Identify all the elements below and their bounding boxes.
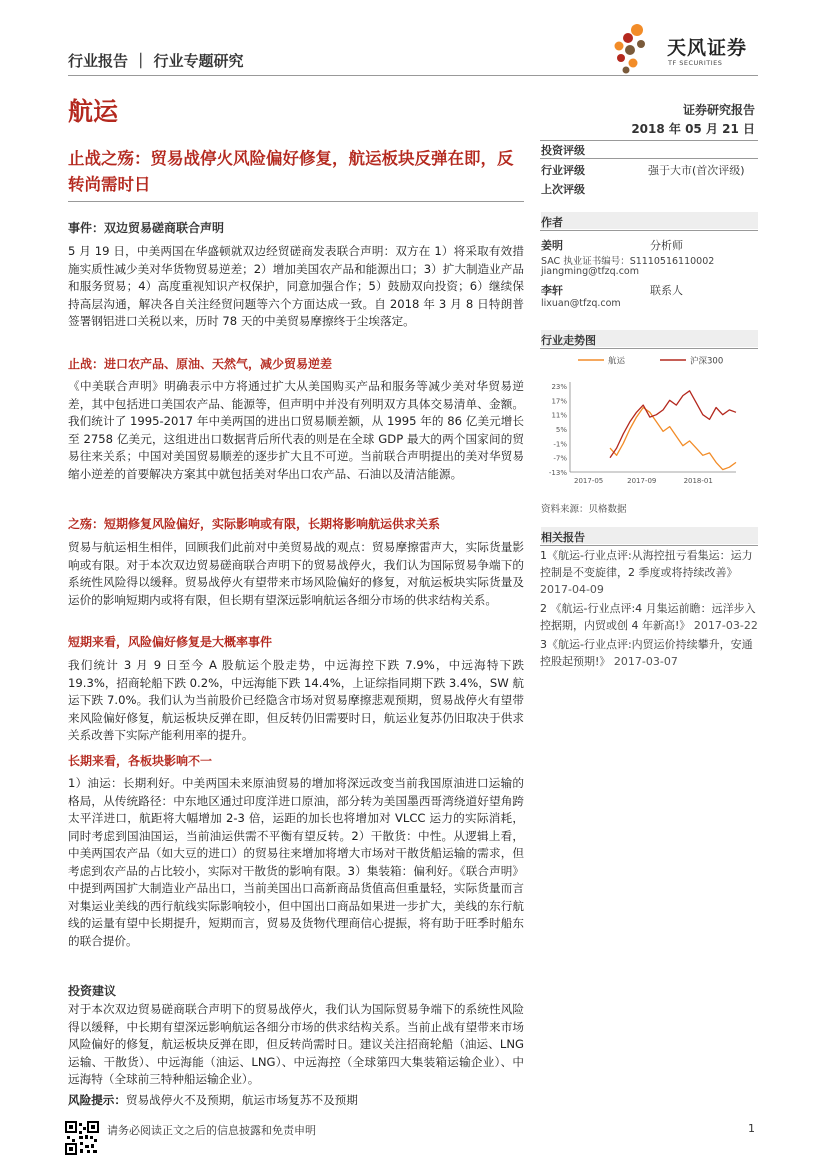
related-report-date: 2017-03-22 xyxy=(693,619,758,632)
author-email[interactable]: lixuan@tfzq.com xyxy=(541,298,621,309)
series-line xyxy=(610,408,736,470)
x-tick-label: 2017-05 xyxy=(574,477,604,485)
trend-section-label: 行业走势图 xyxy=(541,334,596,347)
prev-rating-label: 上次评级 xyxy=(541,183,585,196)
related-report-item[interactable] xyxy=(540,636,758,670)
authors-section-label: 作者 xyxy=(541,216,563,229)
section-heading-suggestion: 投资建议 xyxy=(68,984,117,998)
y-tick-label: 17% xyxy=(551,397,567,406)
related-report-date: 2017-04-09 xyxy=(540,583,604,596)
author-sac: SAC 执业证书编号：S1110516110002 xyxy=(541,256,715,267)
industry-rating-label: 行业评级 xyxy=(541,164,585,177)
y-tick-label: 23% xyxy=(551,383,567,391)
y-tick-label: -7% xyxy=(553,454,567,463)
section-heading-long-term: 长期来看，各板块影响不一 xyxy=(68,754,213,768)
y-tick-label: -1% xyxy=(553,440,567,449)
report-date: 2018 年 05 月 21 日 xyxy=(631,122,755,136)
report-category: 行业报告 ｜ 行业专题研究 xyxy=(68,52,244,70)
related-report-item[interactable] xyxy=(540,600,758,634)
x-tick-label: 2018-01 xyxy=(683,477,713,485)
industry-title: 航运 xyxy=(68,97,119,126)
related-report-date: 2017-03-07 xyxy=(613,655,678,668)
legend-label: 航运 xyxy=(608,356,626,367)
risk-warning xyxy=(68,1092,524,1110)
section-body-impact: 贸易与航运相生相伴，回顾我们此前对中美贸易战的观点：贸易摩擦雷声大，实际货量影响或有限。对于本次双边贸易磋商联合声明下的贸易战停火，我们认为国际贸易争端下的系统性风险得以缓释。贸易战停火有望带来市场风险偏好的修复，对航运板块实际货量及运价的影响短期内或将有限，但长期有望深远影响航运各细分市场的供求结构关系。 xyxy=(68,540,524,607)
title-divider xyxy=(68,201,524,202)
trend-divider xyxy=(540,348,758,349)
y-tick-label: -13% xyxy=(548,469,567,477)
section-body-event: 5 月 19 日，中美两国在华盛顿就双边经贸磋商发表联合声明：双方在 1）将采取有效措施实质性减少美对华货物贸易逆差；2）增加美国农产品和能源出口；3）扩大制造业产品和服务贸易；4）高度重视知识产权保护，同意加强合作；5）鼓励双向投资；6）继续保持高层沟通，解决各自关注经贸问题等六个方面达成一致。自 2018 年 3 月 8 日特朗普签署钢铝进口关税以来，历时 78 天的中美贸易摩擦终于尘埃落定。 xyxy=(68,244,524,328)
related-report-title[interactable]: 3《航运-行业点评:内贸运价持续攀升，安通控股起预期!》 xyxy=(540,638,753,668)
chart-source: 资料来源：贝格数据 xyxy=(541,504,627,515)
author-role: 联系人 xyxy=(650,284,683,297)
related-reports-list xyxy=(540,547,758,672)
rating-section-label: 投资评级 xyxy=(541,144,585,157)
author-role: 分析师 xyxy=(650,239,683,252)
risk-label: 风险提示： xyxy=(68,1093,126,1107)
related-report-title[interactable]: 1《航运-行业点评:从海控扭亏看集运：运力控制是不变旋律，2 季度或将持续改善》 xyxy=(540,549,753,579)
related-report-title[interactable]: 2 《航运-行业点评:4 月集运前瞻：远洋步入控据期，内贸或创 4 年新高!》 xyxy=(540,602,756,632)
industry-rating-value: 强于大市(首次评级) xyxy=(648,164,745,177)
qr-code-icon xyxy=(65,1121,99,1155)
related-report-item[interactable] xyxy=(540,547,758,598)
report-type: 证券研究报告 xyxy=(682,103,755,117)
section-body-short-term: 我们统计 3 月 9 日至今 A 股航运个股走势，中远海控下跌 7.9%，中远海特下跌 19.3%，招商轮船下跌 0.2%，中远海能下跌 14.4%，上证综指同期下跌 3.4%，SW 航运下跌 7.0%。我们认为当前股价已经隐含市场对贸易摩擦悲观预期，贸易战停火有望带来风险偏好修复，航运板块反弹在即，但反转仍旧需要时日，航运业复苏仍旧取决于供求关系改善下实际产能利用率的提升。 xyxy=(68,658,524,742)
series-line xyxy=(610,391,736,458)
legend-label: 沪深300 xyxy=(690,356,724,367)
section-body-long-term: 1）油运：长期利好。中美两国未来原油贸易的增加将深远改变当前我国原油进口运输的格局，从传统路径：中东地区通过印度洋进口原油，部分转为美国墨西哥湾绕道好望角跨太平洋进口，航距将大幅增加 2-3 倍，运距的加长也将增加对 VLCC 运力的实际消耗，同时考虑到国油国运，当前油运供需不平衡有望反转。2）干散货：中性。从逻辑上看，中美两国农产品（如大豆的进口）的贸易往来增加将增大市场对干散货船运输的需求，但考虑到农产品的占比较小，实际对干散货的影响有限。3）集装箱：偏利好。《联合声明》中提到两国扩大制造业产品出口，当前美国出口高新商品货值高但重量轻，实际货量而言对集运业美线的西行航线实际影响较小，但中国出口商品如果进一步扩大，美线的东行航线的运量有望中长期提升，短期而言，贸易及货物代理商信心提振，将有助于旺季时船东的联合提价。 xyxy=(68,776,524,948)
section-heading-short-term: 短期来看，风险偏好修复是大概率事件 xyxy=(68,635,273,649)
section-body-stop-war: 《中美联合声明》明确表示中方将通过扩大从美国购买产品和服务等减少美对华贸易逆差，其中包括进口美国农产品、能源等，但声明中并没有列明双方具体交易清单、金额。我们统计了 1995-2017 年中美两国的进出口贸易顺差额，从 1995 年的 86 亿美元增长至 2758 亿美元，这组进出口数据背后所代表的则是在全球 GDP 最大的两个国家间的贸易往来关系；中国对美国贸易顺差的逐步扩大且不可逆。当前联合声明提出的美对华贸易缩小逆差的首要解决方案其中就包括美对华出口农产品、石油以及清洁能源。 xyxy=(68,379,524,481)
section-body-suggestion: 对于本次双边贸易磋商联合声明下的贸易战停火，我们认为国际贸易争端下的系统性风险得以缓释，中长期有望深远影响航运各细分市场的供求结构关系。当前止战有望带来市场风险偏好的修复，航运板块反弹在即，但反转尚需时日。建议关注招商轮船（油运、LNG 运输、干散货）、中远海能（油运、LNG）、中远海控（全球第四大集装箱运输企业）、中远海特（全球前三特种船运输企业）。 xyxy=(68,1002,524,1086)
section-heading-impact: 之殇：短期修复风险偏好，实际影响或有限，长期将影响航运供求关系 xyxy=(68,517,441,531)
page-number: 1 xyxy=(748,1122,755,1135)
logo-en-name: TF SECURITIES xyxy=(668,59,723,67)
rating-divider xyxy=(540,158,758,159)
author-email[interactable]: jiangming@tfzq.com xyxy=(541,266,639,277)
related-divider xyxy=(540,545,758,546)
authors-header-bg xyxy=(541,212,758,229)
section-heading-stop-war: 止战：进口农产品、原油、天然气，减少贸易逆差 xyxy=(68,357,333,371)
author-name: 李轩 xyxy=(541,284,563,297)
risk-text: 贸易战停火不及预期，航运市场复苏不及预期 xyxy=(125,1093,358,1107)
report-title: 止战之殇：贸易战停火风险偏好修复，航运板块反弹在即，反转尚需时日 xyxy=(68,149,514,194)
x-tick-label: 2017-09 xyxy=(627,477,657,485)
related-section-label: 相关报告 xyxy=(541,531,585,544)
logo-name: 天风证券 xyxy=(667,37,748,59)
authors-divider xyxy=(540,230,758,231)
y-tick-label: 5% xyxy=(555,426,567,434)
footer-disclaimer: 请务必阅读正文之后的信息披露和免责申明 xyxy=(107,1124,316,1137)
section-heading-event: 事件：双边贸易磋商联合声明 xyxy=(68,221,225,235)
industry-trend-chart xyxy=(540,350,758,495)
author-name: 姜明 xyxy=(541,239,563,252)
y-tick-label: 11% xyxy=(551,411,567,420)
rating-divider-top xyxy=(540,140,758,141)
